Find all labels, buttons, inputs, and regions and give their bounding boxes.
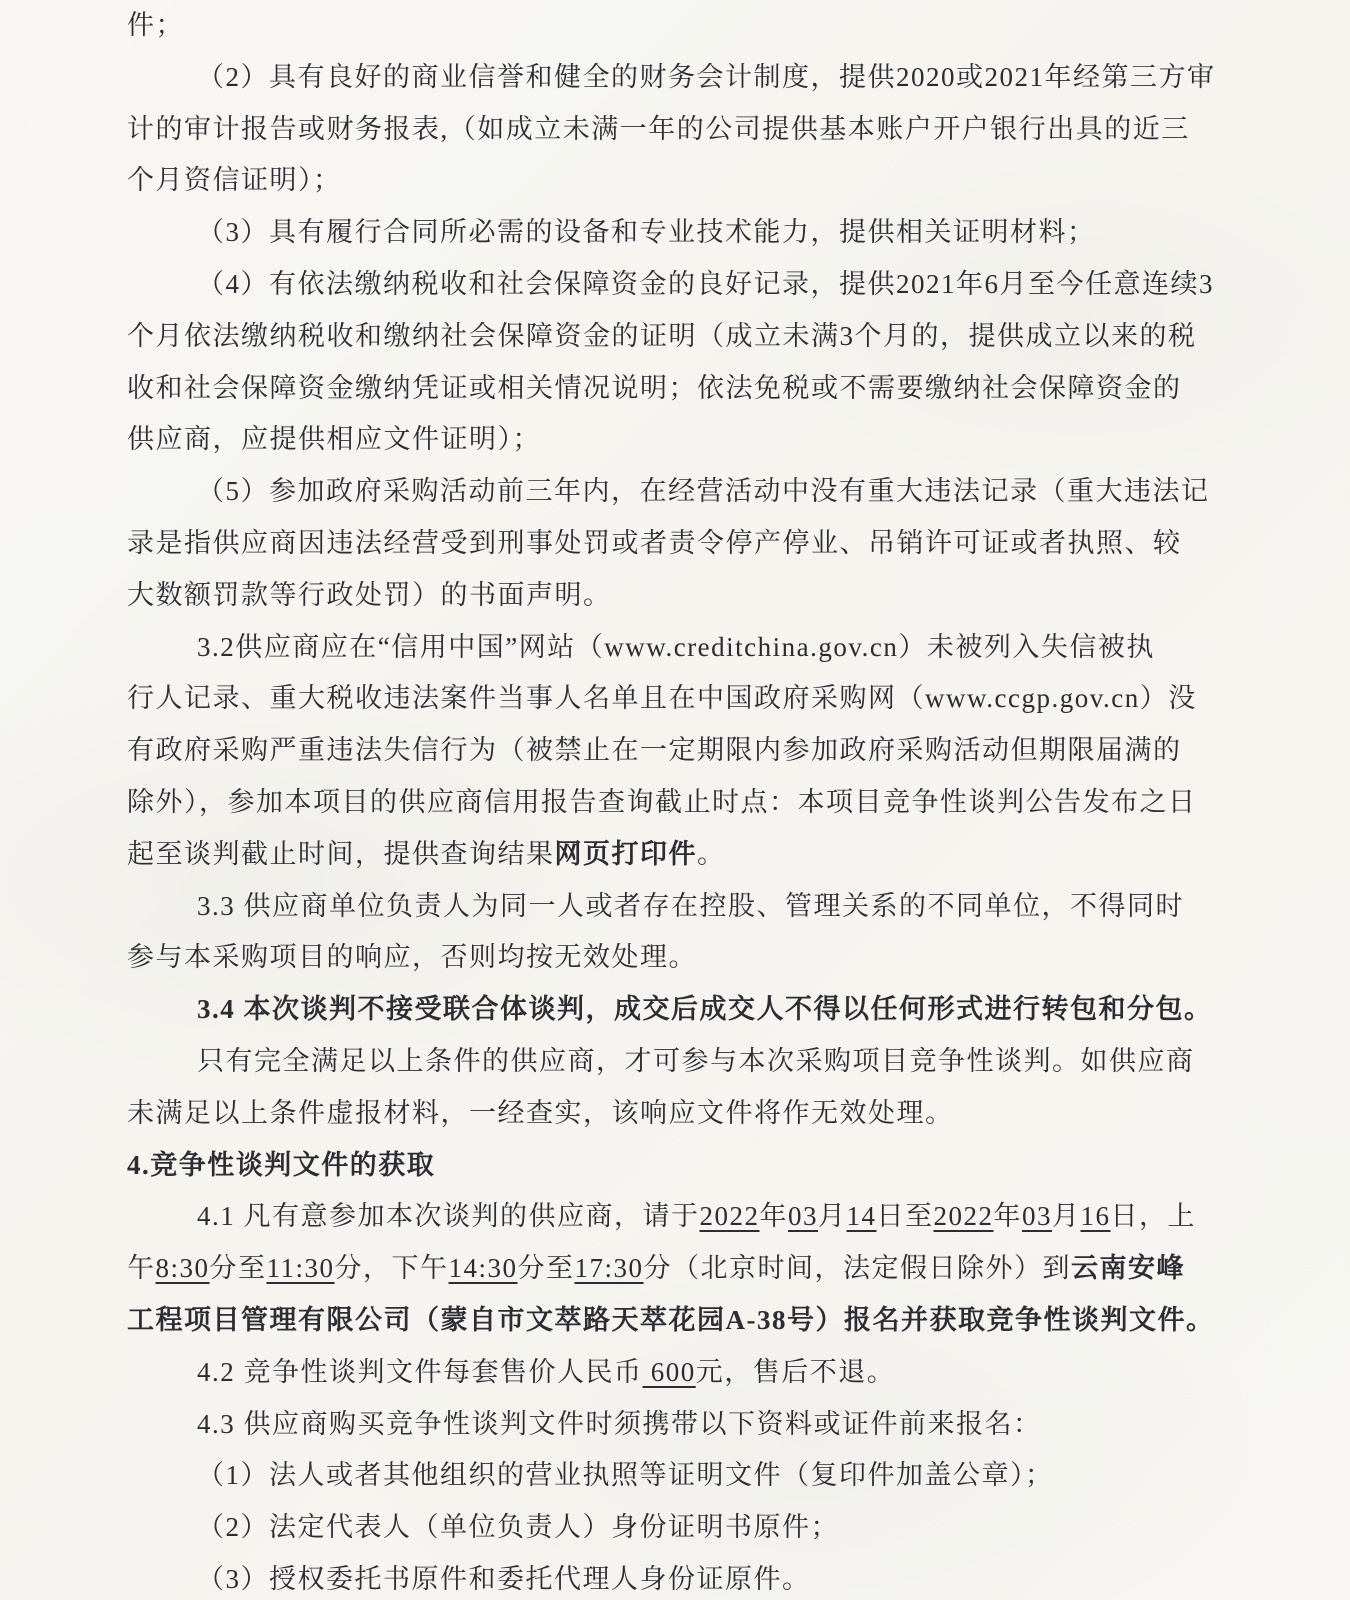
text-line-15 [127, 725, 1227, 777]
text-line-1 [127, 0, 1227, 52]
text-run: 参与本采购项目的响应，否则均按无效处理。 [127, 942, 697, 973]
text-run: 网页打印件 [554, 838, 697, 869]
text-line-20 [127, 984, 1227, 1036]
text-run: 4.3 供应商购买竞争性谈判文件时须携带以下资料或证件前来报名： [197, 1408, 1042, 1439]
text-run: 年 [759, 1201, 788, 1232]
text-run: （3）具有履行合同所必需的设备和专业技术能力，提供相关证明材料； [197, 217, 1096, 248]
text-run: 14 [846, 1201, 877, 1232]
text-line-17 [127, 829, 1227, 881]
text-line-11 [127, 518, 1227, 570]
text-line-10 [127, 466, 1227, 518]
text-run: 录是指供应商因违法经营受到刑事处罚或者责令停产停业、吊销许可证或者执照、较 [127, 527, 1182, 558]
text-run: （2）法定代表人（单位负责人）身份证明书原件； [197, 1512, 839, 1543]
text-line-9 [127, 414, 1227, 466]
text-run: 分至 [209, 1253, 267, 1284]
text-run: 分至 [517, 1253, 575, 1284]
text-run: 600 [642, 1356, 696, 1387]
text-line-31 [127, 1554, 1227, 1600]
text-run: 03 [788, 1201, 818, 1232]
text-run: 起至谈判截止时间，提供查询结果 [127, 838, 555, 869]
text-line-25 [127, 1243, 1227, 1295]
text-run: 计的审计报告或财务报表,（如成立未满一年的公司提供基本账户开户银行出具的近三 [127, 113, 1190, 144]
text-run: 只有完全满足以上条件的供应商，才可参与本次采购项目竞争性谈判。如供应商 [197, 1045, 1195, 1076]
text-run: 午 [127, 1253, 156, 1284]
text-run: （3）授权委托书原件和委托代理人身份证原件。 [197, 1563, 811, 1594]
text-line-13 [127, 622, 1227, 674]
text-run: 有政府采购严重违法失信行为（被禁止在一定期限内参加政府采购活动但期限届满的 [127, 735, 1182, 766]
text-run: 月 [818, 1201, 847, 1232]
text-line-2 [127, 52, 1227, 104]
text-run: 4.竞争性谈判文件的获取 [127, 1149, 436, 1180]
text-run: （1）法人或者其他组织的营业执照等证明文件（复印件加盖公章）； [197, 1460, 1054, 1491]
text-line-18 [127, 881, 1227, 933]
text-line-6 [127, 259, 1227, 311]
text-run: 工程项目管理有限公司（蒙自市文萃路天萃花园A-38号）报名并获取竞争性谈判文件。 [127, 1304, 1215, 1335]
text-run: 日，上 [1110, 1201, 1196, 1232]
text-line-7 [127, 311, 1227, 363]
text-line-19 [127, 932, 1227, 984]
text-run: 4.2 竞争性谈判文件每套售价人民币 [197, 1356, 643, 1387]
text-run: 3.2供应商应在“信用中国”网站（www.creditchina.gov.cn）未被列入失信被执 [197, 631, 1155, 662]
text-run: 个月依法缴纳税收和缴纳社会保障资金的证明（成立未满3个月的，提供成立以来的税 [127, 320, 1197, 351]
text-line-8 [127, 363, 1227, 415]
text-line-4 [127, 155, 1227, 207]
text-line-26 [127, 1295, 1227, 1347]
text-run: 未满足以上条件虚报材料，一经查实，该响应文件将作无效处理。 [127, 1097, 954, 1128]
text-run: 年 [993, 1201, 1022, 1232]
text-line-27 [127, 1347, 1227, 1399]
text-line-21 [127, 1036, 1227, 1088]
text-run: 分（北京时间，法定假日除外）到 [643, 1253, 1072, 1284]
text-run: 云南安峰 [1071, 1253, 1186, 1284]
text-run: 2022 [699, 1201, 760, 1232]
text-run: （4）有依法缴纳税收和社会保障资金的良好记录，提供2021年6月至今任意连续3 [197, 268, 1214, 299]
text-line-5 [127, 207, 1227, 259]
text-run: 3.4 本次谈判不接受联合体谈判，成交后成交人不得以任何形式进行转包和分包。 [197, 994, 1213, 1025]
text-run: 2022 [933, 1201, 994, 1232]
text-line-24 [127, 1191, 1227, 1243]
text-run: 11:30 [266, 1253, 335, 1284]
text-run: 8:30 [155, 1253, 210, 1284]
text-run: 收和社会保障资金缴纳凭证或相关情况说明；依法免税或不需要缴纳社会保障资金的 [127, 372, 1182, 403]
text-run: 3.3 供应商单位负责人为同一人或者存在控股、管理关系的不同单位，不得同时 [197, 890, 1184, 921]
document-text-column [127, 0, 1227, 1600]
text-run: 大数额罚款等行政处罚）的书面声明。 [127, 579, 612, 610]
text-run: 分，下午 [334, 1253, 449, 1284]
text-run: 元，售后不退。 [695, 1356, 896, 1387]
text-run: 行人记录、重大税收违法案件当事人名单且在中国政府采购网（www.ccgp.gov.cn）没 [127, 683, 1197, 714]
text-line-23 [127, 1140, 1227, 1192]
text-run: （2）具有良好的商业信誉和健全的财务会计制度，提供2020或2021年经第三方审 [197, 61, 1216, 92]
text-run: （5）参加政府采购活动前三年内，在经营活动中没有重大违法记录（重大违法记 [197, 476, 1210, 507]
text-line-14 [127, 673, 1227, 725]
text-run: 03 [1022, 1201, 1052, 1232]
text-run: 日至 [876, 1201, 934, 1232]
text-line-16 [127, 777, 1227, 829]
text-run: 件； [127, 10, 184, 40]
text-line-28 [127, 1399, 1227, 1451]
text-run: 4.1 凡有意参加本次谈判的供应商，请于 [197, 1201, 700, 1232]
text-run: 月 [1052, 1201, 1081, 1232]
text-run: 17:30 [574, 1253, 644, 1284]
text-run: 供应商，应提供相应文件证明）； [127, 424, 541, 455]
text-run: 除外），参加本项目的供应商信用报告查询截止时点：本项目竞争性谈判公告发布之日 [127, 786, 1197, 817]
text-run: 14:30 [448, 1253, 518, 1284]
text-run: 。 [697, 838, 726, 869]
text-line-30 [127, 1502, 1227, 1554]
text-line-29 [127, 1450, 1227, 1502]
text-line-3 [127, 104, 1227, 156]
text-run: 16 [1080, 1201, 1111, 1232]
text-line-12 [127, 570, 1227, 622]
text-run: 个月资信证明）； [127, 165, 342, 196]
text-line-22 [127, 1088, 1227, 1140]
